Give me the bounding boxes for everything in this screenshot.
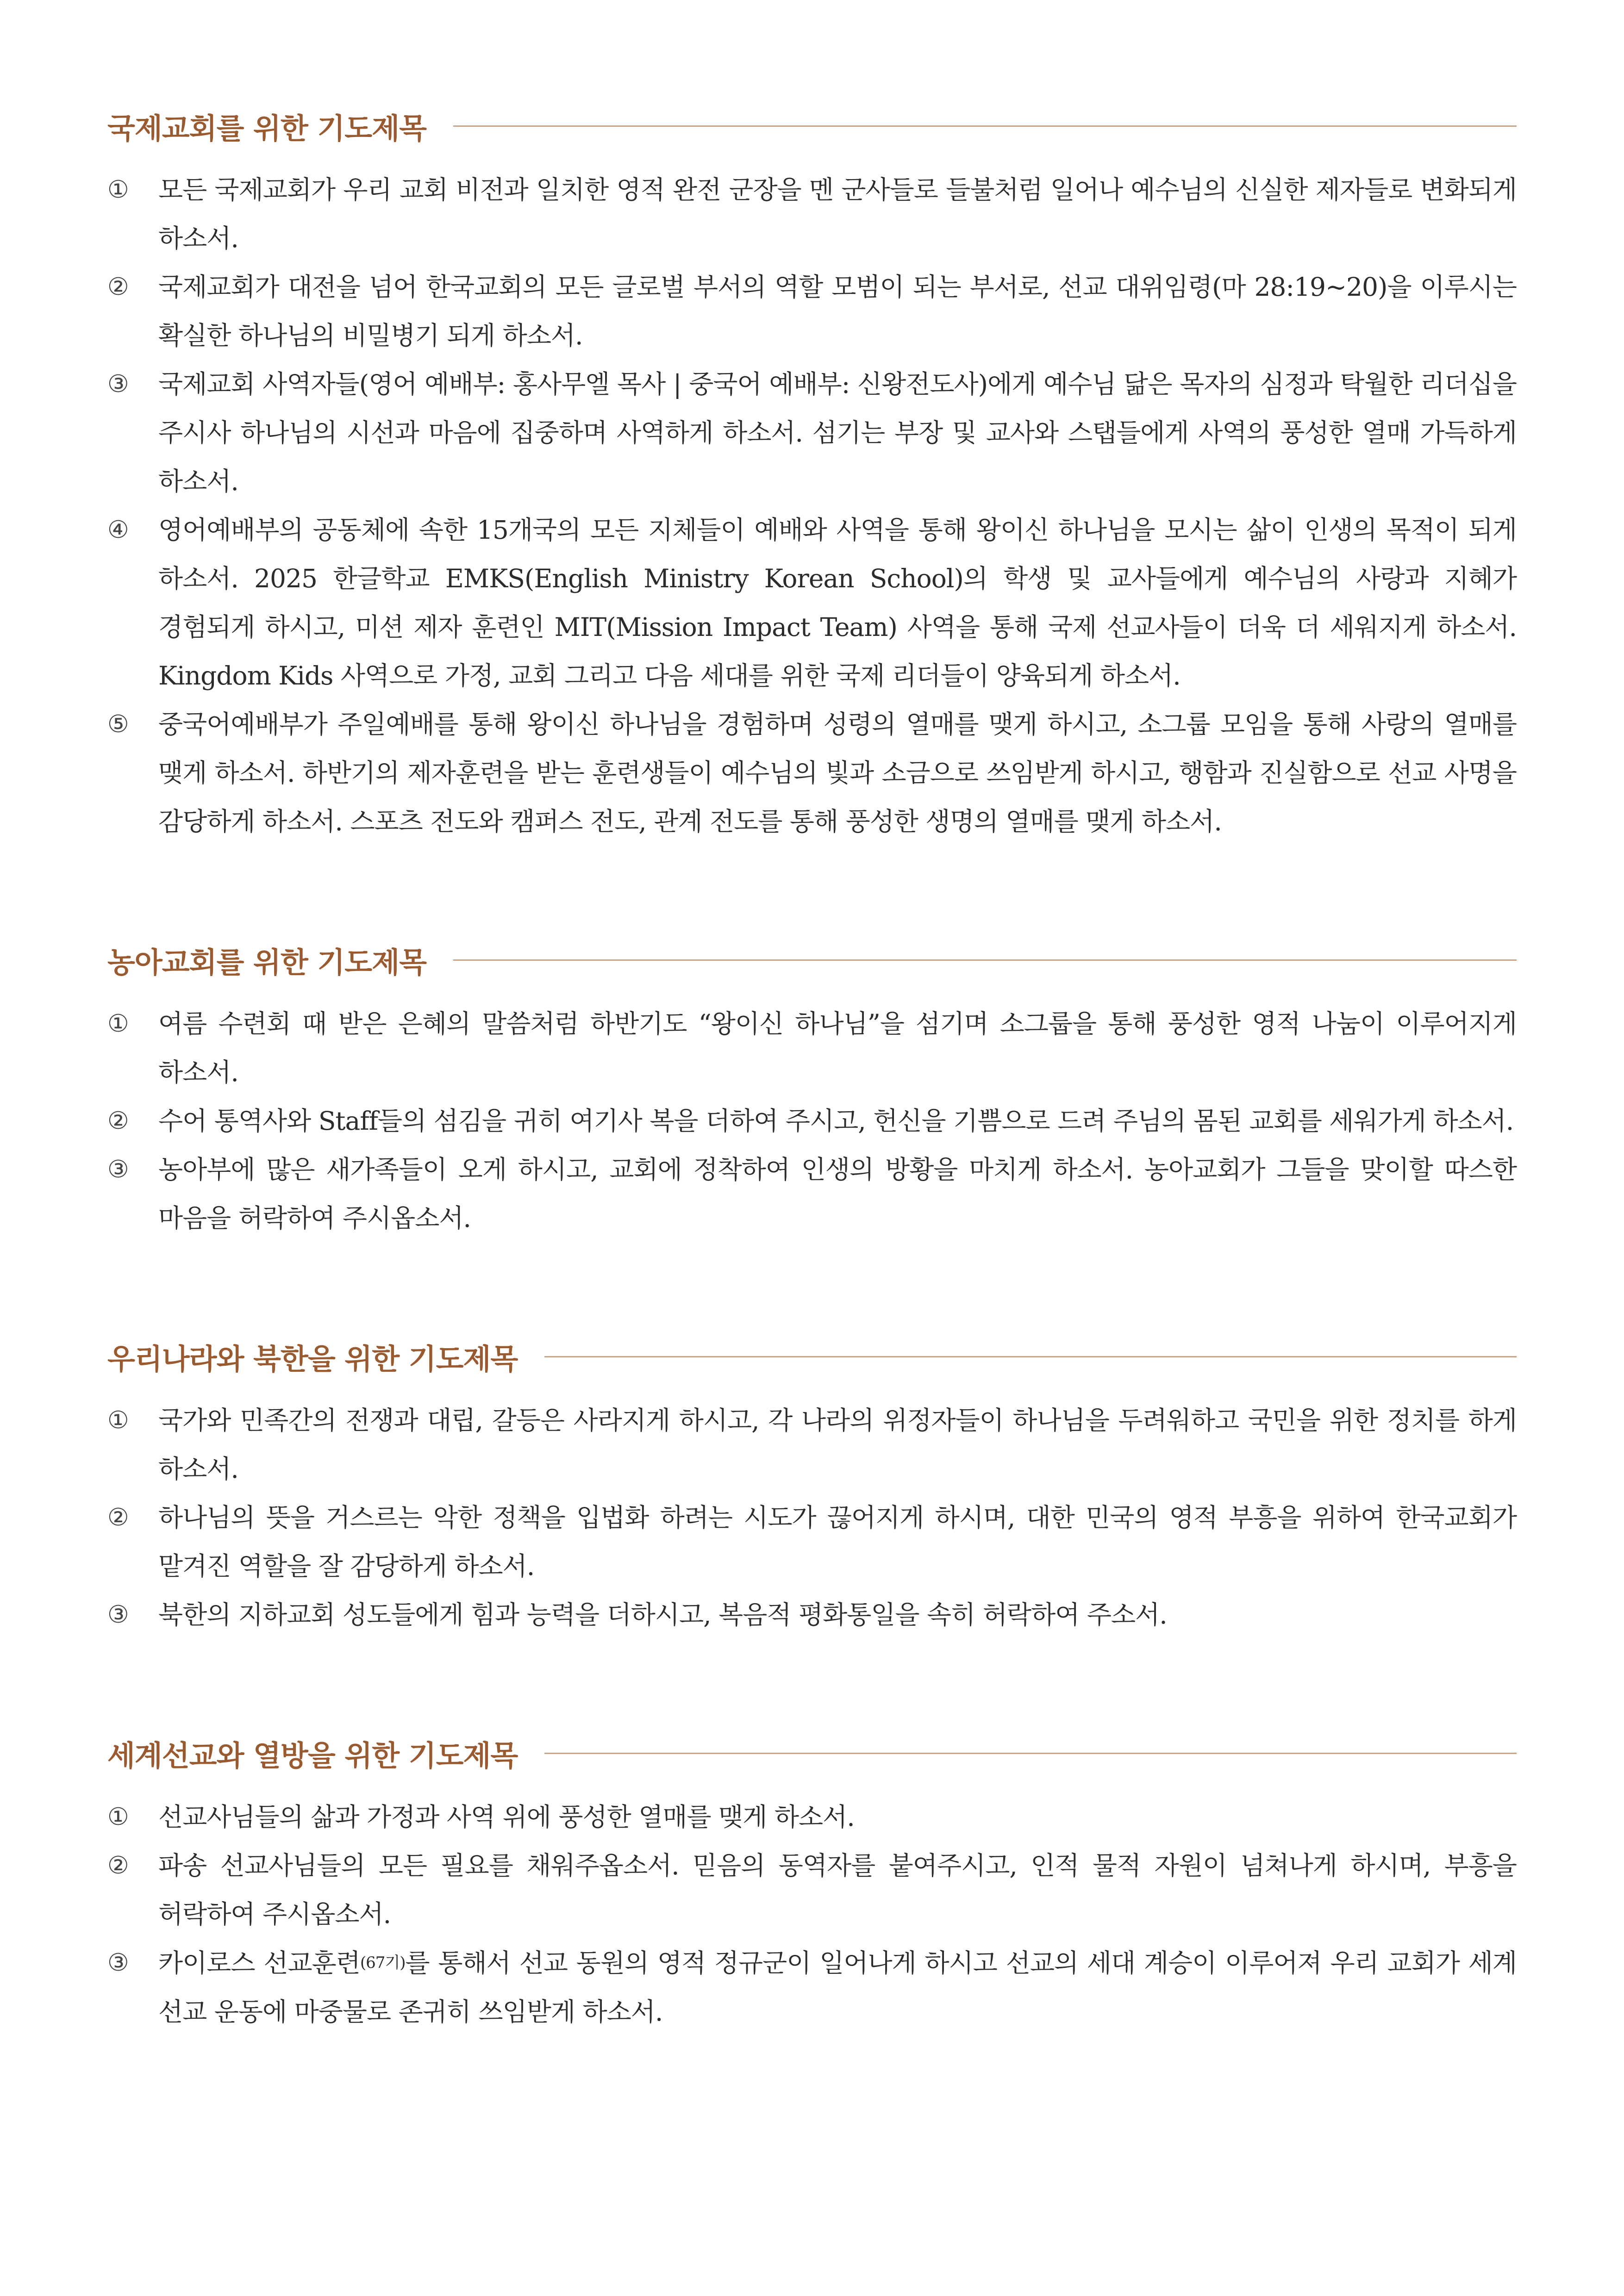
prayer-item: [107, 1793, 1517, 1842]
section-international-church: [107, 103, 1517, 846]
prayer-item: [107, 1000, 1517, 1097]
item-number: ②: [107, 1107, 129, 1135]
item-text: 수어 통역사와 Staff들의 섬김을 귀히 여기사 복을 더하여 주시고, 헌신을 기쁨으로 드려 주님의 몸된 교회를 세워가게 하소서.: [158, 1106, 1514, 1136]
section-title: 우리나라와 북한을 위한 기도제목: [107, 1342, 518, 1376]
item-text: 북한의 지하교회 성도들에게 힘과 능력을 더하시고, 복음적 평화통일을 속히 허락하여 주소서.: [158, 1600, 1167, 1630]
item-number: ②: [107, 273, 129, 301]
prayer-item: [107, 1097, 1517, 1145]
section-header: [107, 937, 1517, 983]
item-text: 중국어예배부가 주일예배를 통해 왕이신 하나님을 경험하며 성령의 열매를 맺게 하시고, 소그룹 모임을 통해 사랑의 열매를 맺게 하소서. 하반기의 제자훈련을 받는 훈련생들이 예수님의 빛과 소금으로 쓰임받게 하시고, 행함과 진실함으로 선교 사명을 감당하게 하소서. 스포츠 전도와 캠퍼스 전도, 관계 전도를 통해 풍성한 생명의 열매를 맺게 하소서.: [158, 709, 1517, 836]
item-number: ③: [107, 1949, 129, 1977]
item-number: ④: [107, 516, 129, 544]
item-text-before: 카이로스 선교훈련: [158, 1948, 360, 1978]
prayer-item: [107, 1493, 1517, 1591]
item-text: 선교사님들의 삶과 가정과 사역 위에 풍성한 열매를 맺게 하소서.: [158, 1802, 855, 1832]
item-text-superscript: (67기): [360, 1954, 406, 1972]
section-world-missions: [107, 1730, 1517, 2036]
item-number: ⑤: [107, 710, 129, 738]
prayer-item: [107, 1396, 1517, 1493]
item-number: ③: [107, 1156, 129, 1183]
item-text: 파송 선교사님들의 모든 필요를 채워주옵소서. 믿음의 동역자를 붙여주시고, 인적 물적 자원이 넘쳐나게 하시며, 부흥을 허락하여 주시옵소서.: [158, 1851, 1517, 1929]
section-header: [107, 1333, 1517, 1380]
prayer-item: [107, 506, 1517, 700]
section-header: [107, 103, 1517, 149]
section-title: 농아교회를 위한 기도제목: [107, 945, 426, 979]
item-text: 여름 수련회 때 받은 은혜의 말씀처럼 하반기도 “왕이신 하나님”을 섬기며 소그룹을 통해 풍성한 영적 나눔이 이루어지게 하소서.: [158, 1009, 1517, 1087]
section-title: 국제교회를 위한 기도제목: [107, 111, 426, 145]
section-korea-north-korea: [107, 1333, 1517, 1639]
item-text: 하나님의 뜻을 거스르는 악한 정책을 입법화 하려는 시도가 끊어지게 하시며, 대한 민국의 영적 부흥을 위하여 한국교회가 맡겨진 역할을 잘 감당하게 하소서.: [158, 1503, 1517, 1581]
item-text: 국가와 민족간의 전쟁과 대립, 갈등은 사라지게 하시고, 각 나라의 위정자들이 하나님을 두려워하고 국민을 위한 정치를 하게 하소서.: [158, 1406, 1517, 1484]
section-header: [107, 1730, 1517, 1776]
prayer-item: [107, 166, 1517, 263]
prayer-item: [107, 1842, 1517, 1939]
prayer-item: [107, 1145, 1517, 1243]
item-text: 국제교회 사역자들(영어 예배부: 홍사무엘 목사 | 중국어 예배부: 신왕전도사)에게 예수님 닮은 목자의 심정과 탁월한 리더십을 주시사 하나님의 시선과 마음에 집중하며 사역하게 하소서. 섬기는 부장 및 교사와 스탭들에게 사역의 풍성한 열매 가득하게 하소서.: [158, 369, 1517, 496]
prayer-item: [107, 1591, 1517, 1639]
prayer-list: [107, 1000, 1517, 1243]
prayer-list: [107, 166, 1517, 846]
item-number: ③: [107, 1601, 129, 1629]
item-text: 영어예배부의 공동체에 속한 15개국의 모든 지체들이 예배와 사역을 통해 왕이신 하나님을 모시는 삶이 인생의 목적이 되게 하소서. 2025 한글학교 EMKS(English Ministry Korean School)의 학생 및 교사들에게 예수님의 사랑과 지혜가 경험되게 하시고, 미션 제자 훈련인 MIT(Mission Impact Team) 사역을 통해 국제 선교사들이 더욱 더 세워지게 하소서. Kingdom Kids 사역으로 가정, 교회 그리고 다음 세대를 위한 국제 리더들이 양육되게 하소서.: [158, 515, 1517, 691]
section-divider: [544, 1753, 1517, 1754]
section-title: 세계선교와 열방을 위한 기도제목: [107, 1738, 518, 1773]
section-divider: [544, 1356, 1517, 1357]
prayer-list: [107, 1396, 1517, 1639]
section-deaf-church: [107, 937, 1517, 1243]
item-text: 국제교회가 대전을 넘어 한국교회의 모든 글로벌 부서의 역할 모범이 되는 부서로, 선교 대위임령(마 28:19~20)을 이루시는 확실한 하나님의 비밀병기 되게 하소서.: [158, 272, 1517, 350]
item-number: ③: [107, 370, 129, 398]
item-number: ②: [107, 1504, 129, 1531]
item-number: ①: [107, 1406, 129, 1434]
prayer-list: [107, 1793, 1517, 2036]
item-number: ②: [107, 1852, 129, 1879]
item-text: 모든 국제교회가 우리 교회 비전과 일치한 영적 완전 군장을 멘 군사들로 들불처럼 일어나 예수님의 신실한 제자들로 변화되게 하소서.: [158, 175, 1517, 253]
prayer-item: [107, 263, 1517, 360]
prayer-item: [107, 700, 1517, 846]
item-number: ①: [107, 176, 129, 204]
item-text-after: 를 통해서 선교 동원의 영적 정규군이 일어나게 하시고 선교의 세대 계승이 이루어져 우리 교회가 세계 선교 운동에 마중물로 존귀히 쓰임받게 하소서.: [158, 1948, 1517, 2027]
prayer-page: [107, 103, 1517, 2127]
prayer-item: [107, 1939, 1517, 2036]
item-text: 농아부에 많은 새가족들이 오게 하시고, 교회에 정착하여 인생의 방황을 마치게 하소서. 농아교회가 그들을 맞이할 따스한 마음을 허락하여 주시옵소서.: [158, 1155, 1517, 1233]
section-divider: [453, 125, 1517, 127]
section-divider: [453, 959, 1517, 961]
item-number: ①: [107, 1803, 129, 1831]
item-number: ①: [107, 1010, 129, 1038]
prayer-item: [107, 360, 1517, 506]
